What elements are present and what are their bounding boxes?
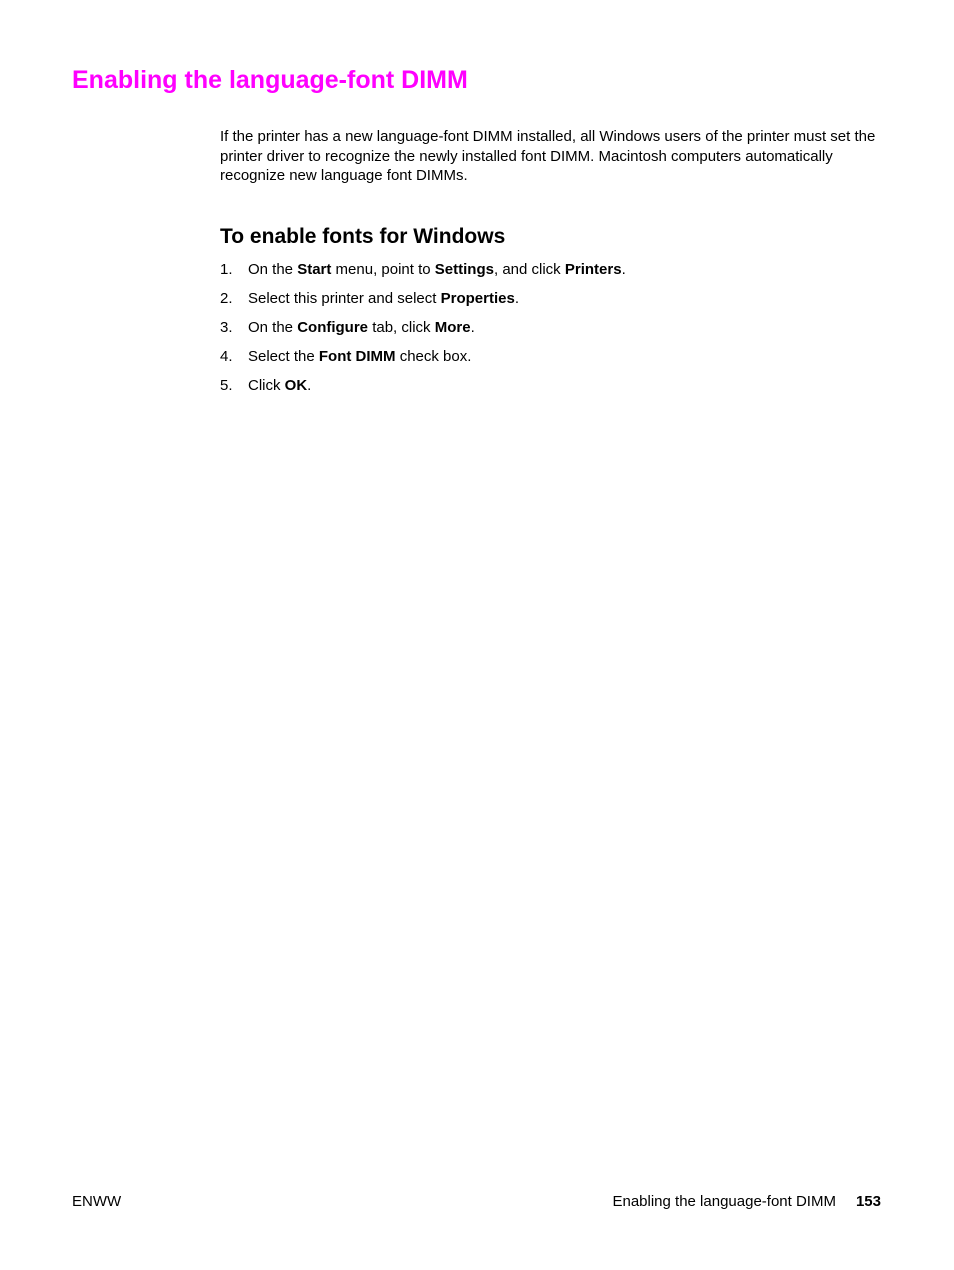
- page-number: 153: [855, 1193, 881, 1210]
- step-text-part: Select the: [248, 348, 319, 365]
- step-text-part: On the: [248, 319, 298, 336]
- step-number: 5.: [220, 377, 233, 394]
- step-text-part: .: [514, 290, 519, 307]
- footer-right: [612, 1192, 881, 1212]
- step-text-part: tab, click: [368, 319, 435, 336]
- page-title: Enabling the language-font DIMM: [72, 66, 468, 94]
- step-item: [220, 346, 880, 375]
- steps-list: [220, 259, 880, 404]
- step-text-part: , and click: [493, 261, 565, 278]
- footer-left-label: ENWW: [72, 1193, 122, 1210]
- step-text-part: check box.: [395, 348, 472, 365]
- step-text-part: Select this printer and select: [248, 290, 441, 307]
- step-text-part: Click: [248, 377, 285, 394]
- step-text-bold: Configure: [297, 319, 369, 336]
- section-heading: To enable fonts for Windows: [220, 225, 506, 248]
- step-text-bold: Font DIMM: [318, 348, 396, 365]
- step-text: [248, 346, 471, 368]
- step-item: [220, 317, 880, 346]
- step-number: 1.: [220, 261, 233, 278]
- step-number: 3.: [220, 319, 233, 336]
- step-text-bold: Properties: [440, 290, 515, 307]
- footer-section-title: Enabling the language-font DIMM: [612, 1193, 836, 1210]
- step-item: [220, 375, 880, 404]
- step-text-part: .: [307, 377, 312, 394]
- intro-paragraph: If the printer has a new language-font DIMM installed, all Windows users of the printer must set the printer driver to recognize the newly installed font DIMM. Macintosh computers automatically recognize new language font DIMMs.: [220, 128, 876, 185]
- step-text-bold: Settings: [434, 261, 494, 278]
- step-item: [220, 288, 880, 317]
- step-text-bold: More: [434, 319, 471, 336]
- step-text-part: .: [621, 261, 626, 278]
- step-text-bold: Start: [297, 261, 332, 278]
- step-text: [248, 375, 311, 397]
- step-text-part: menu, point to: [331, 261, 435, 278]
- step-text-bold: OK: [284, 377, 308, 394]
- step-text: [248, 317, 475, 339]
- step-text-bold: Printers: [564, 261, 622, 278]
- step-text-part: .: [470, 319, 475, 336]
- step-number: 4.: [220, 348, 233, 365]
- step-number: 2.: [220, 290, 233, 307]
- step-item: [220, 259, 880, 288]
- step-text: [248, 259, 626, 281]
- step-text: [248, 288, 519, 310]
- step-text-part: On the: [248, 261, 298, 278]
